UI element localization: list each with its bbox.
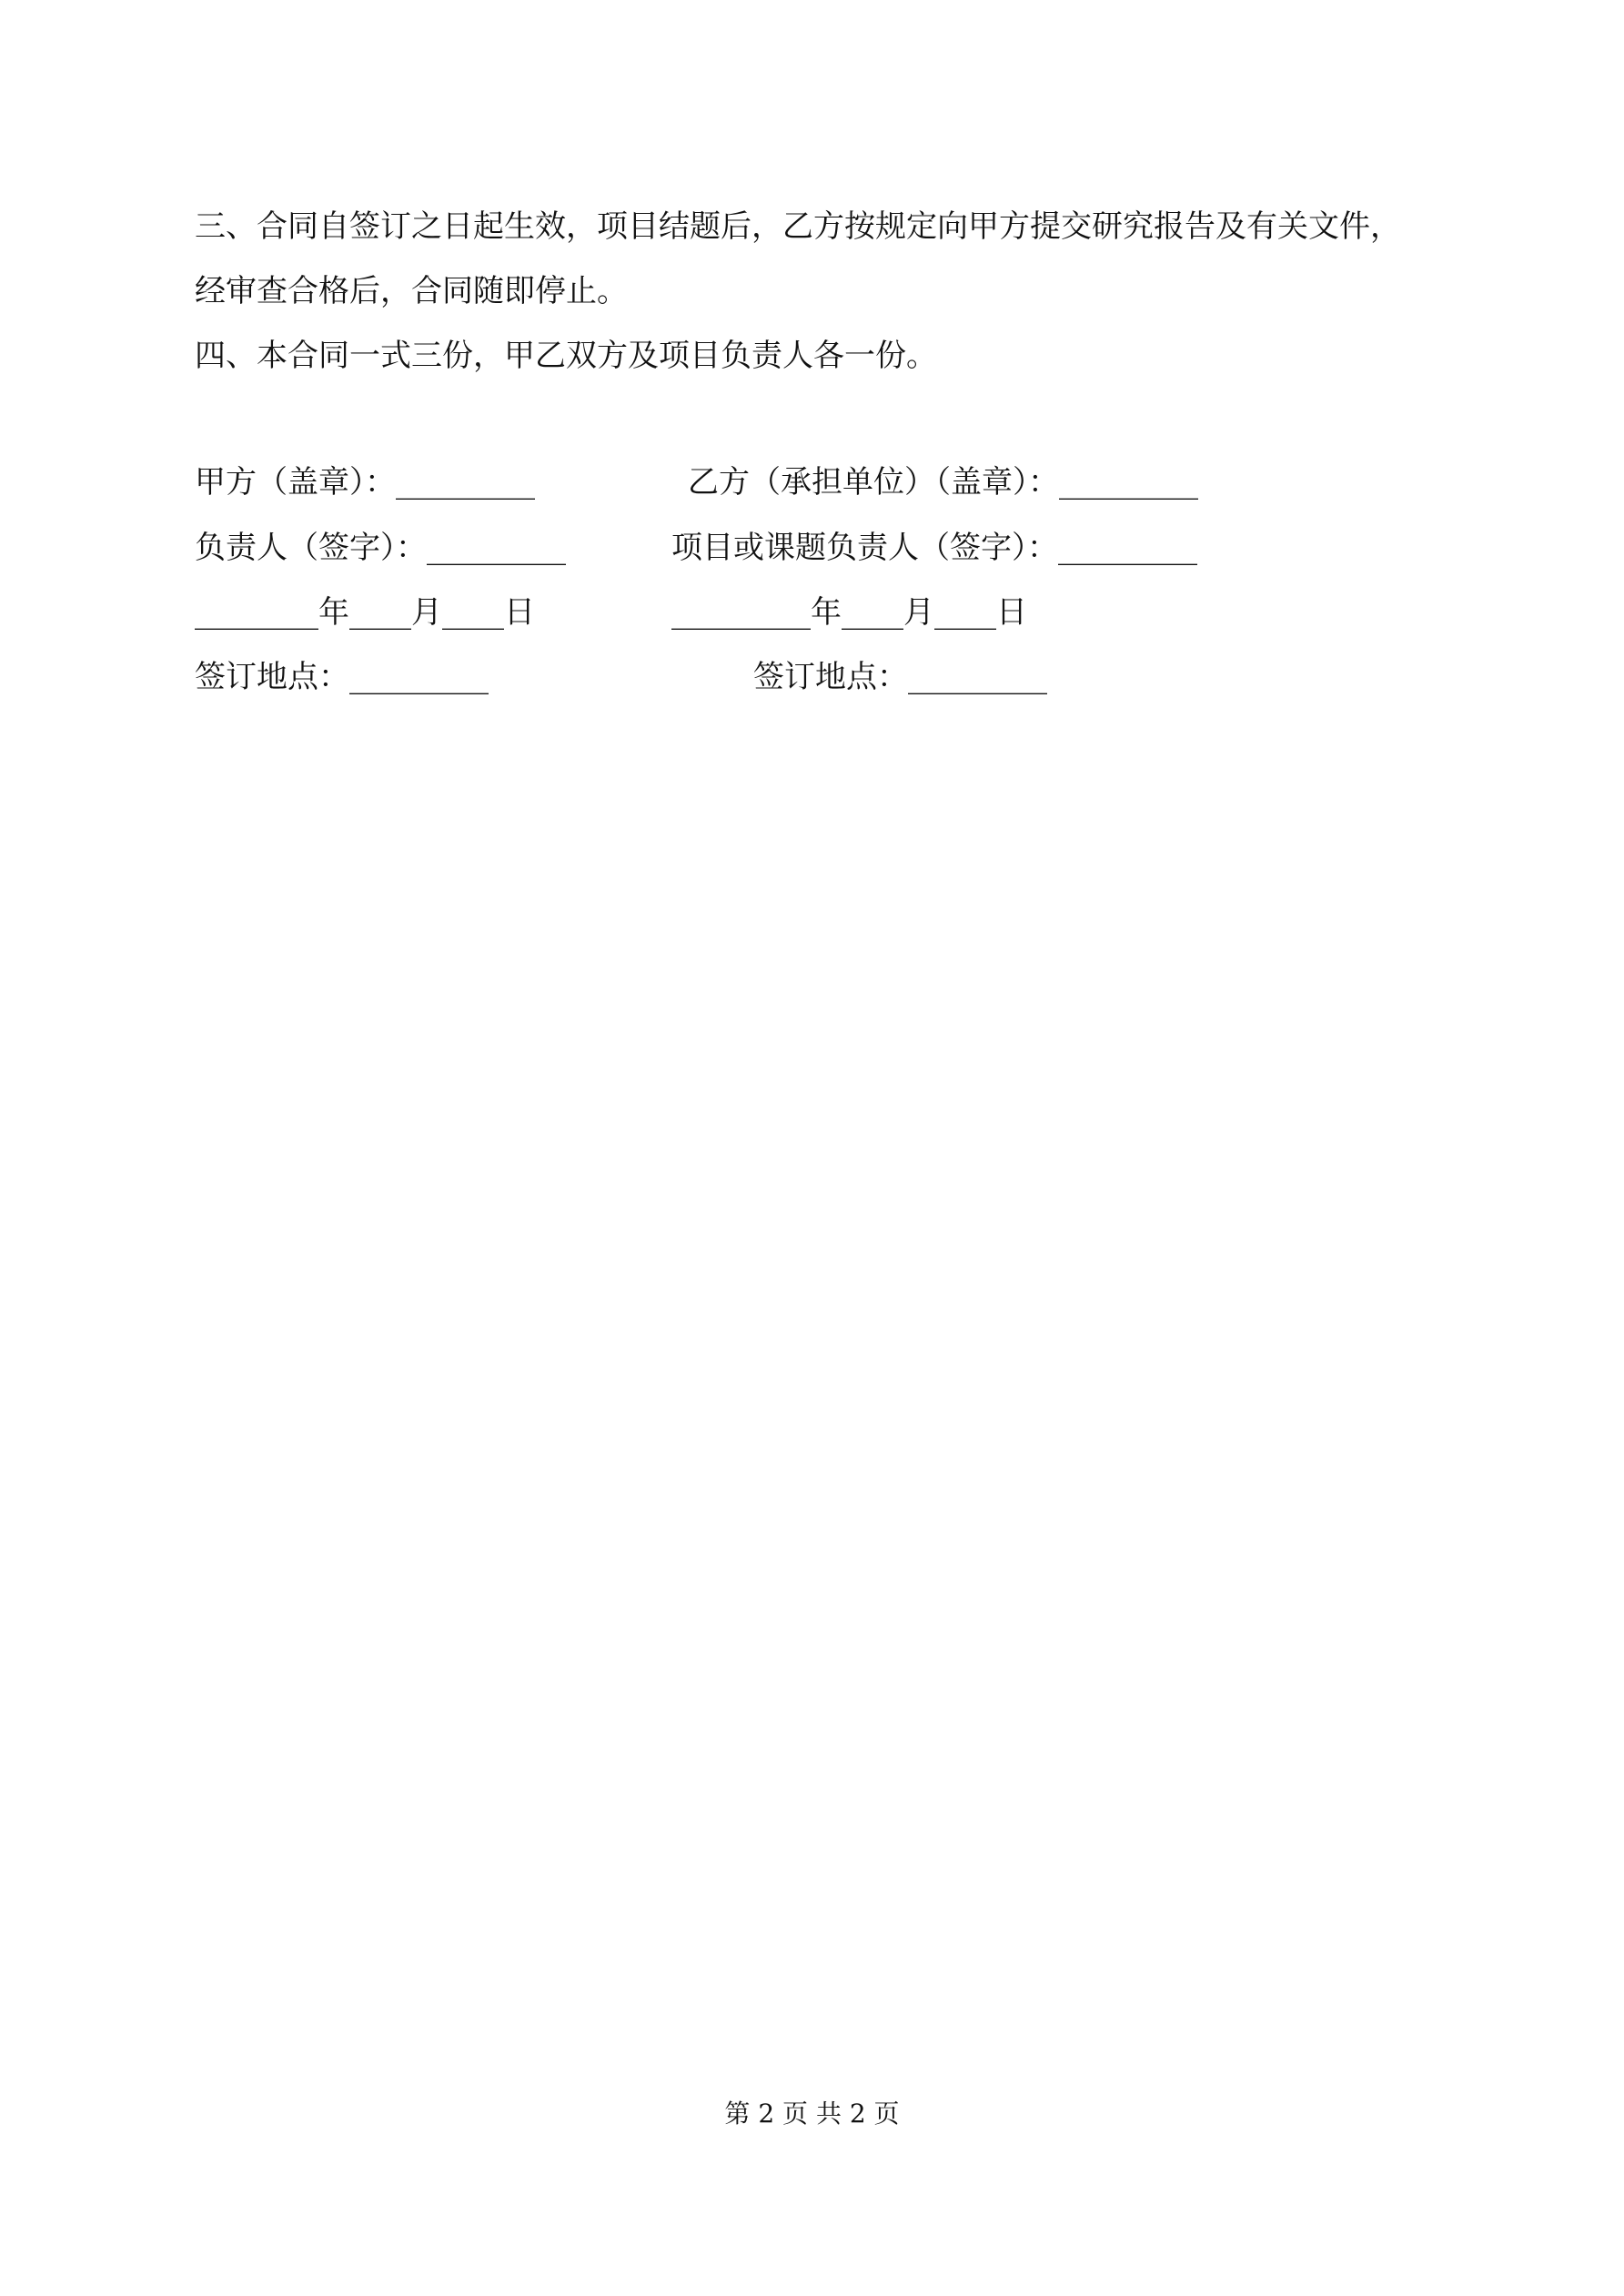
clause-three-line-1: 三、合同自签订之日起生效，项目结题后，乙方按规定向甲方提交研究报告及有关文件， xyxy=(195,208,1401,245)
party-a-seal-field: 甲方（盖章）：_________ xyxy=(195,464,535,501)
party-a-date-field: ________年____月____日 xyxy=(195,594,535,631)
clause-four: 四、本合同一式三份，甲乙双方及项目负责人各一份。 xyxy=(195,338,937,374)
party-b-place-field: 签订地点：_________ xyxy=(753,659,1047,695)
party-a-place-field: 签订地点：_________ xyxy=(195,659,489,695)
page-footer: 第 2 页 共 2 页 xyxy=(724,2099,900,2129)
party-b-date-field: _________年____月____日 xyxy=(671,594,1027,631)
party-b-seal-field: 乙方（承担单位）（盖章）：_________ xyxy=(688,464,1198,501)
party-a-leader-signature-field: 负责人（签字）：_________ xyxy=(195,530,566,566)
clause-three-line-2: 经审查合格后，合同随即停止。 xyxy=(195,273,628,309)
party-b-leader-signature-field: 项目或课题负责人（签字）：_________ xyxy=(671,530,1197,566)
